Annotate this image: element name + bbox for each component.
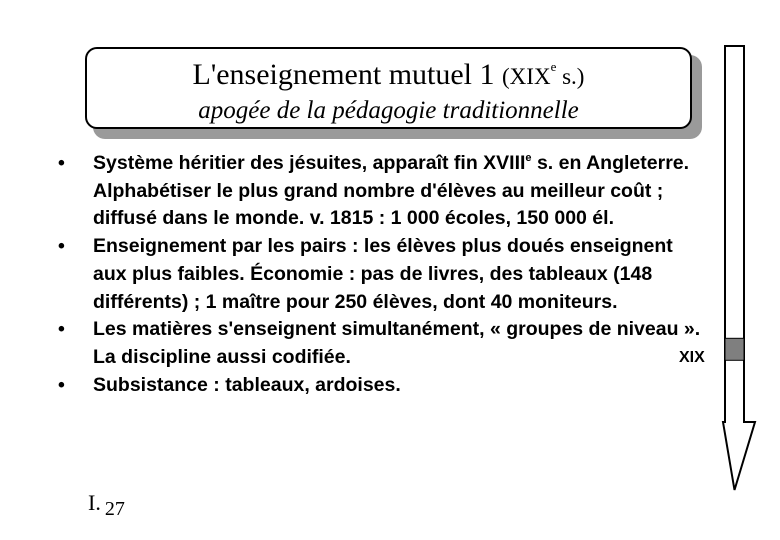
timeline-arrow xyxy=(719,44,759,494)
bullet-item-4: • Subsistance : tableaux, ardoises. xyxy=(58,372,708,400)
bullet-item-3: • Les matières s'enseignent simultanément, « groupes de niveau ». La discipline aussi codifiée. xyxy=(58,318,701,368)
title-main: L'enseignement mutuel 1 xyxy=(192,58,495,91)
timeline-marker xyxy=(725,338,744,360)
slide-subtitle: apogée de la pédagogie traditionnelle xyxy=(198,97,579,124)
title-box xyxy=(85,47,692,129)
bullet-icon: • xyxy=(58,152,65,174)
title-century: (XIXe s.) xyxy=(502,59,585,89)
bullet-item-2: • Enseignement par les pairs : les élèves plus doués enseignent aux plus faibles. Économie : pas de livres, des tableaux (148 différents) ; 1 maître pour 250 élèves, dont 40 moniteurs. xyxy=(58,235,673,313)
slide-title xyxy=(87,58,690,94)
page-prefix: I. xyxy=(88,490,101,515)
timeline-arrow-shape xyxy=(723,46,755,490)
page-number xyxy=(88,490,125,520)
bullet-list xyxy=(58,150,708,399)
timeline-marker-label: XIX xyxy=(679,349,705,366)
page-number-value: 27 xyxy=(104,498,125,520)
bullet-icon: • xyxy=(58,318,65,341)
bullet-icon: • xyxy=(58,235,65,258)
bullet-icon: • xyxy=(58,373,65,396)
bullet-item-1: • Système héritier des jésuites, apparaît fin XVIIIe s. en Angleterre. Alphabétiser le plus grand nombre d'élèves au meilleur coût ; diffusé dans le monde. v. 1815 : 1 000 écoles, 150 000 él. xyxy=(58,152,690,230)
